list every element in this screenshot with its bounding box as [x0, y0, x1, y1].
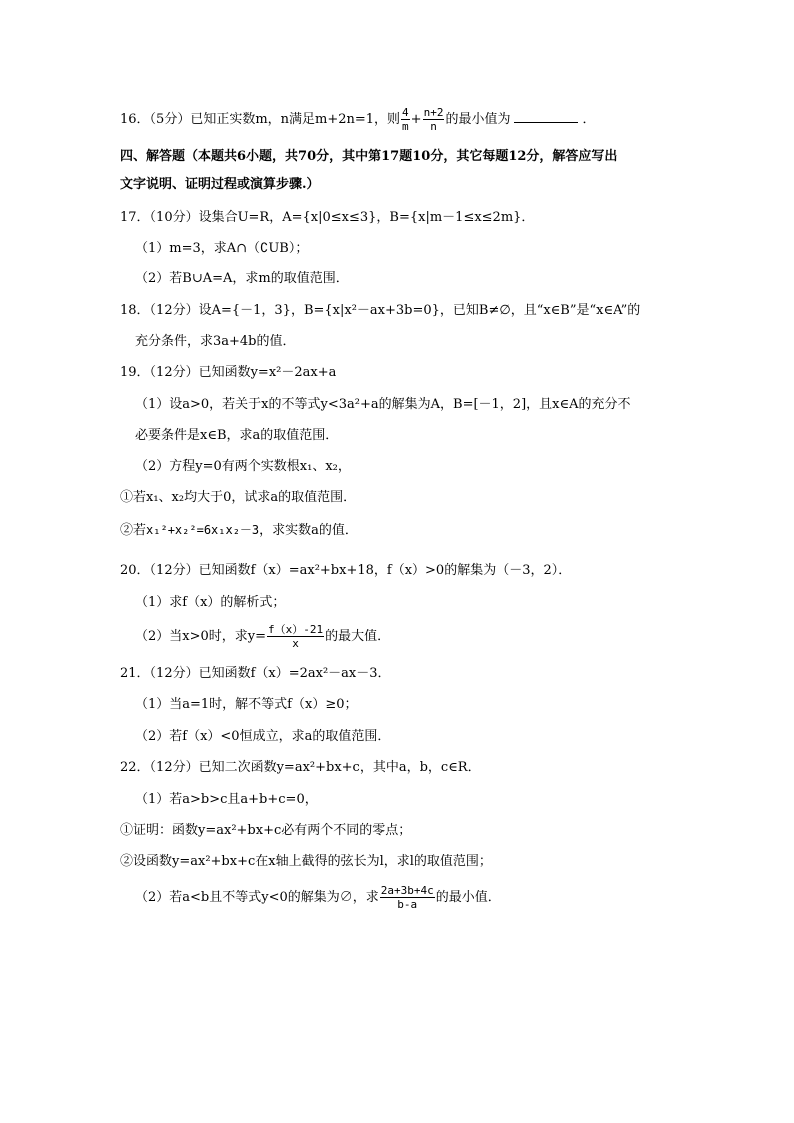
- q19-part2: （2）方程y=0有两个实数根x₁、x₂，: [135, 459, 351, 474]
- q19-part1-line2: 必要条件是x∈B，求a的取值范围．: [135, 428, 339, 443]
- q19-part1-line1: （1）设a>0，若关于x的不等式y<3a²+a的解集为A，B=[－1，2]，且x∈A的充分不: [135, 397, 631, 412]
- q17-part2: （2）若B∪A=A，求m的取值范围．: [135, 271, 349, 286]
- q16-frac1-den: m: [402, 120, 409, 133]
- q19-part2-ii: [120, 521, 680, 540]
- q19-part2-ii-formula: x₁²+x₂²=6x₁x₂－3: [146, 523, 260, 537]
- q17-part1: （1）m=3，求A∩（∁UB）；: [135, 241, 309, 256]
- q19-part2-i: ①若x₁、x₂均大于0，试求a的取值范围．: [120, 490, 357, 505]
- q22-part1-ii: ②设函数y=ax²+bx+c在x轴上截得的弦长为l，求l的取值范围；: [120, 854, 492, 869]
- q16-text-a: 16．（5分）已知正实数m，n满足m+2n=1，则: [120, 112, 401, 127]
- q16-answer-blank: [514, 110, 578, 123]
- q20-fraction: [267, 623, 324, 650]
- q18-line1: 18．（12分）设A={－1，3}，B={x|x²－ax+3b=0}，已知B≠∅，且“x∈B”是“x∈A”的: [120, 303, 641, 318]
- q19-part2-ii-b: ，求实数a的值．: [259, 523, 358, 538]
- q16-text-b: 的最小值为: [445, 112, 511, 127]
- q21-part1: （1）当a=1时，解不等式f（x）≥0；: [135, 697, 358, 712]
- q16-frac2-num: n+2: [423, 106, 444, 119]
- q16-plus: +: [410, 112, 422, 127]
- q16-line: [120, 106, 680, 133]
- q22-stem: 22．（12分）已知二次函数y=ax²+bx+c，其中a，b，c∈R．: [120, 760, 481, 775]
- section4-heading-line1: 四、解答题（本题共6小题，共70分，其中第17题10分，其它每题12分，解答应写出: [120, 149, 618, 164]
- q22-frac-num: 2a+3b+4c: [380, 884, 434, 897]
- q18-line2: 充分条件，求3a+4b的值．: [135, 334, 296, 349]
- q22-part1-i: ①证明：函数y=ax²+bx+c必有两个不同的零点；: [120, 823, 412, 838]
- section4-heading-line2: 文字说明、证明过程或演算步骤.）: [120, 177, 320, 192]
- q16-frac2-den: n: [430, 120, 437, 133]
- q16-frac1-num: 4: [402, 106, 409, 119]
- q20-part2-a: （2）当x>0时，求y=: [135, 629, 267, 644]
- q22-fraction: [380, 884, 435, 911]
- q20-part1: （1）求f（x）的解析式；: [135, 595, 286, 610]
- q20-stem: 20．（12分）已知函数f（x）=ax²+bx+18，f（x）>0的解集为（－3，2）．: [120, 563, 572, 578]
- q20-frac-den: x: [292, 637, 299, 650]
- q16-fraction-2: [423, 106, 445, 133]
- q17-stem: 17．（10分）设集合U=R，A={x|0≤x≤3}，B={x|m－1≤x≤2m}．: [120, 210, 535, 225]
- q20-part2: [135, 623, 695, 650]
- q16-text-c: ．: [582, 112, 596, 127]
- q22-part2: [135, 884, 695, 911]
- q21-stem: 21．（12分）已知函数f（x）=2ax²－ax－3．: [120, 666, 391, 681]
- q20-part2-b: 的最大值．: [325, 629, 391, 644]
- q22-part2-b: 的最小值．: [435, 890, 501, 905]
- q19-part2-ii-a: ②若: [120, 523, 147, 538]
- q19-stem: 19．（12分）已知函数y=x²－2ax+a: [120, 365, 337, 380]
- q22-part2-a: （2）若a<b且不等式y<0的解集为∅，求: [135, 890, 379, 905]
- q20-frac-num: f（x）-21: [268, 623, 324, 636]
- q22-frac-den: b-a: [397, 898, 418, 911]
- q16-fraction-1: [401, 106, 410, 133]
- q21-part2: （2）若f（x）<0恒成立，求a的取值范围．: [135, 729, 391, 744]
- q22-part1: （1）若a>b>c且a+b+c=0，: [135, 792, 318, 807]
